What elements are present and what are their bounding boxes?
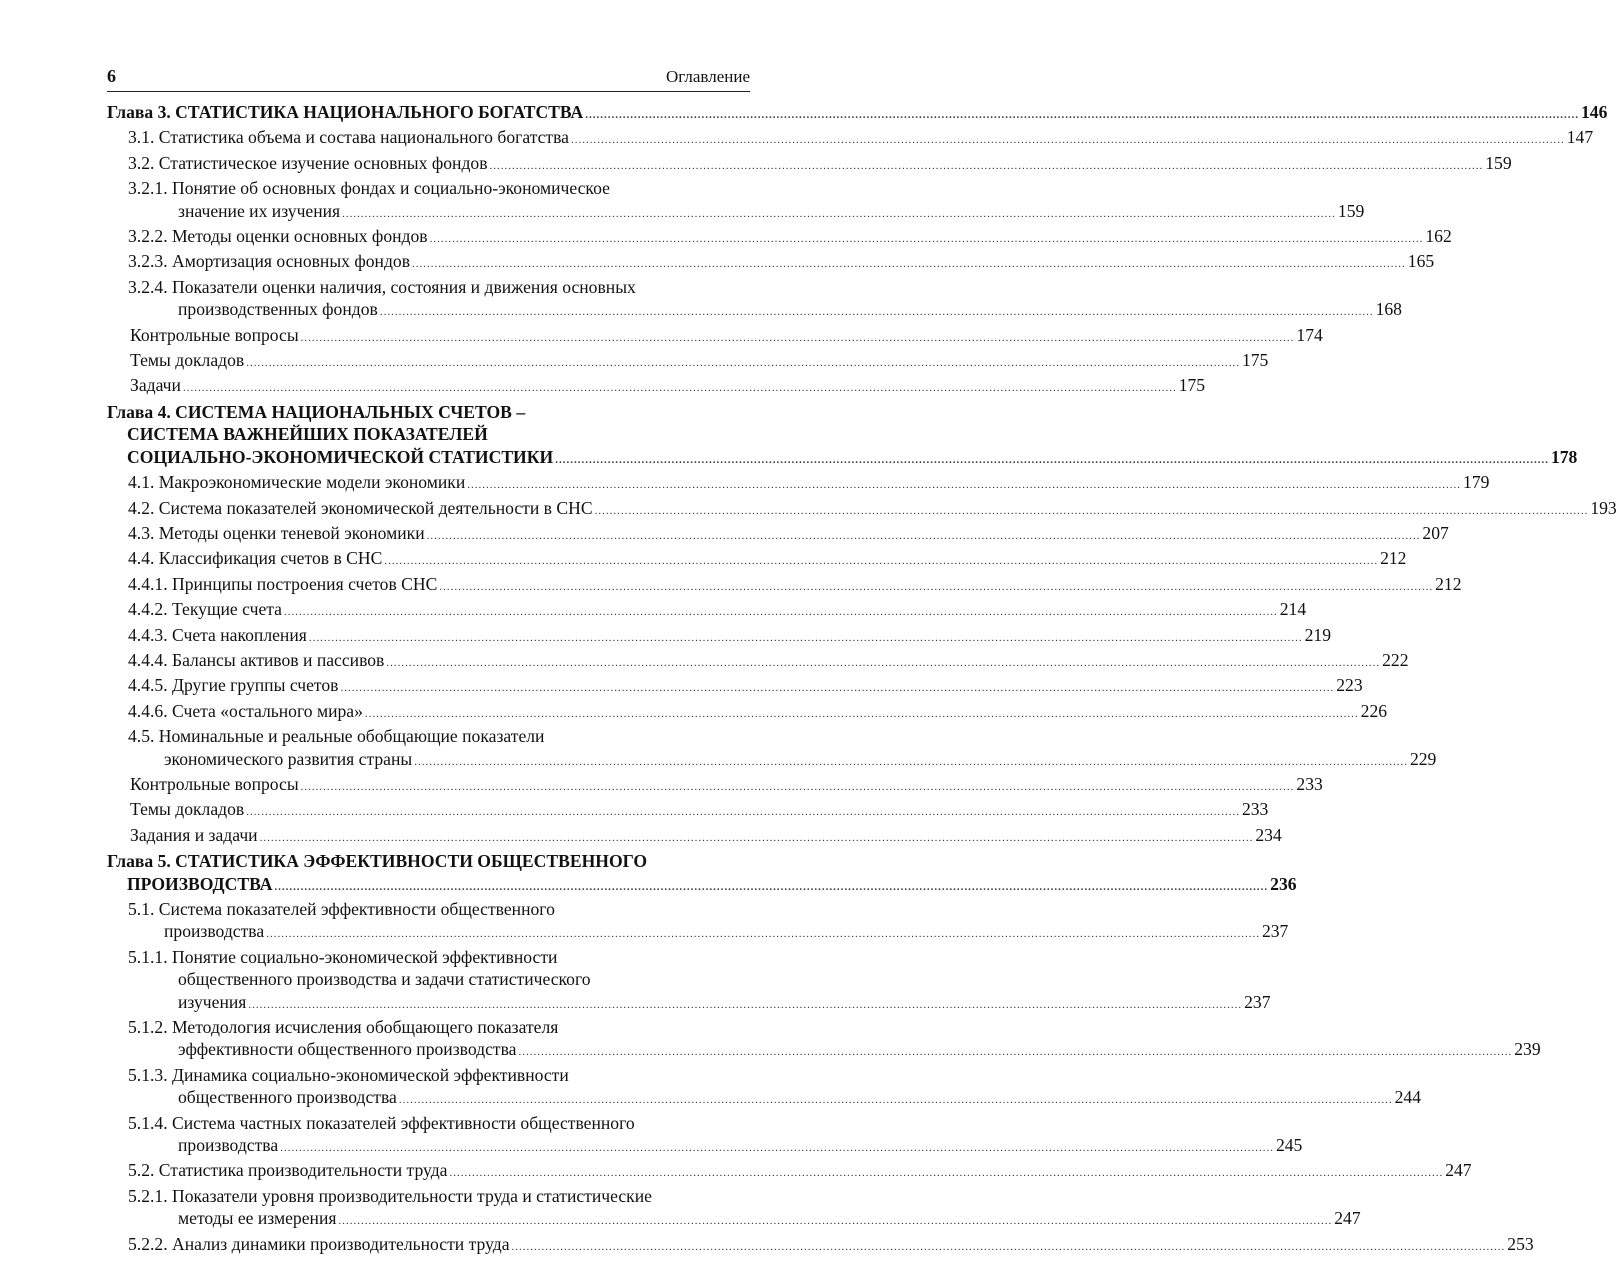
entry-title-line1: 5.1.3. Динамика социально-экономической эффективности (128, 1064, 569, 1085)
entry-title: 5.2.2. Анализ динамики производительности труда (128, 1233, 510, 1254)
entry-page: 223 (1336, 675, 1363, 696)
entry-page: 165 (1407, 251, 1435, 272)
entry-title: 4.3. Методы оценки теневой экономики (128, 522, 425, 543)
toc-chapter-3[interactable] (107, 101, 1608, 126)
running-title: Оглавление (666, 67, 750, 86)
toc-section-4-1[interactable] (107, 471, 1490, 496)
leader-dots (399, 1094, 1393, 1106)
entry-page: 212 (1380, 548, 1407, 569)
toc-ch3-tasks[interactable] (107, 374, 1206, 399)
entry-title: 4.4.2. Текущие счета (128, 599, 282, 620)
leader-dots (555, 454, 1549, 466)
entry-title-line2: значение их изучения (178, 200, 341, 221)
toc-section-4-3[interactable] (107, 522, 1449, 547)
entry-title: 4.4.5. Другие группы счетов (128, 675, 339, 696)
leader-dots (342, 208, 1336, 220)
leader-dots (266, 928, 1260, 940)
entry-title-line2: ПРОИЗВОДСТВА (127, 873, 273, 894)
leader-dots (248, 999, 1242, 1011)
entry-page: 159 (1337, 200, 1365, 221)
table-of-contents (107, 100, 1617, 1258)
entry-title-line3: СОЦИАЛЬНО-ЭКОНОМИЧЕСКОЙ СТАТИСТИКИ (127, 446, 554, 467)
leader-dots (246, 352, 1240, 374)
entry-title-line1: 5.1. Система показателей эффективности общественного (128, 899, 555, 919)
entry-title: Контрольные вопросы (130, 773, 299, 794)
entry-title: Задания и задачи (130, 824, 258, 845)
entry-title-line2: общественного производства и задачи статистического (178, 969, 591, 990)
toc-subsection-4-4-5[interactable] (107, 674, 1363, 699)
toc-chapter-4[interactable] (107, 401, 1578, 471)
entry-title: 3.2.2. Методы оценки основных фондов (128, 226, 428, 247)
leader-dots (512, 1236, 1506, 1258)
toc-subsection-5-2-2[interactable] (107, 1233, 1534, 1258)
entry-page: 236 (1270, 873, 1297, 894)
toc-section-3-1[interactable] (107, 126, 1594, 151)
toc-subsection-5-1-2[interactable] (107, 1016, 1541, 1064)
entry-title-line1: Глава 5. СТАТИСТИКА ЭФФЕКТИВНОСТИ ОБЩЕСТВЕННОГО (107, 851, 648, 872)
entry-page: 233 (1241, 799, 1269, 820)
entry-page: 253 (1507, 1233, 1534, 1254)
entry-page: 247 (1445, 1160, 1472, 1181)
entry-title-line1: 4.5. Номинальные и реальные обобщающие показатели (128, 726, 545, 747)
entry-title-line2: общественного производства (178, 1087, 397, 1108)
entry-page: 193 (1590, 497, 1617, 518)
entry-title-line2: производственных фондов (178, 299, 378, 320)
toc-section-4-4[interactable] (107, 547, 1407, 572)
leader-dots (571, 129, 1565, 151)
toc-subsection-5-1-1[interactable] (107, 946, 1271, 1016)
entry-page: 179 (1463, 472, 1490, 493)
toc-section-4-5[interactable] (107, 725, 1437, 773)
entry-title: 4.2. Система показателей экономической деятельности в СНС (128, 497, 593, 518)
entry-title: Глава 3. СТАТИСТИКА НАЦИОНАЛЬНОГО БОГАТСТВА (107, 102, 584, 122)
leader-dots (380, 306, 1374, 318)
leader-dots (301, 776, 1295, 798)
entry-page: 245 (1275, 1135, 1303, 1156)
entry-page: 229 (1409, 748, 1437, 769)
toc-subsection-5-2-1[interactable] (107, 1185, 1361, 1233)
leader-dots (260, 827, 1254, 849)
leader-dots (341, 677, 1335, 699)
entry-page: 237 (1261, 921, 1289, 942)
leader-dots (412, 253, 1406, 275)
toc-subsection-5-1-3[interactable] (107, 1064, 1421, 1112)
entry-page: 247 (1334, 1208, 1361, 1229)
page-number: 6 (107, 66, 116, 86)
toc-chapter-5[interactable] (107, 850, 1297, 898)
entry-title: 4.4.3. Счета накопления (128, 624, 307, 645)
leader-dots (467, 474, 1461, 496)
toc-subsection-4-4-1[interactable] (107, 573, 1462, 598)
entry-title-line1: Глава 4. СИСТЕМА НАЦИОНАЛЬНЫХ СЧЕТОВ – (107, 401, 526, 422)
entry-page: 147 (1566, 127, 1594, 148)
entry-title: Задачи (130, 375, 181, 396)
toc-ch3-report-topics[interactable] (107, 349, 1269, 374)
entry-title-line1: 5.1.2. Методология исчисления обобщающего показателя (128, 1017, 559, 1038)
toc-subsection-4-4-6[interactable] (107, 700, 1388, 725)
leader-dots (439, 576, 1433, 598)
entry-title: Темы докладов (130, 799, 245, 820)
toc-ch4-control-questions[interactable] (107, 773, 1323, 798)
entry-title-line3: изучения (178, 991, 247, 1012)
entry-title: 3.2. Статистическое изучение основных фондов (128, 152, 488, 173)
entry-page: 162 (1425, 226, 1452, 247)
entry-page: 178 (1550, 446, 1578, 467)
leader-dots (274, 881, 1268, 893)
toc-subsection-4-4-2[interactable] (107, 598, 1307, 623)
entry-page: 237 (1244, 991, 1271, 1012)
toc-subsection-3-2-2[interactable] (107, 225, 1452, 250)
leader-dots (384, 550, 1378, 572)
toc-section-5-2[interactable] (107, 1159, 1472, 1184)
entry-title: 4.4. Классификация счетов в СНС (128, 548, 383, 569)
toc-subsection-4-4-4[interactable] (107, 649, 1409, 674)
entry-title-line2: эффективности общественного производства (178, 1039, 517, 1060)
leader-dots (284, 601, 1278, 623)
entry-title: 5.2. Статистика производительности труда (128, 1160, 448, 1181)
leader-dots (490, 155, 1484, 177)
leader-dots (309, 627, 1303, 649)
entry-title-line1: 3.2.4. Показатели оценки наличия, состояния и движения основных (128, 276, 636, 297)
toc-ch3-control-questions[interactable] (107, 324, 1323, 349)
leader-dots (280, 1142, 1274, 1154)
entry-title: 4.1. Макроэкономические модели экономики (128, 472, 466, 493)
entry-title: Контрольные вопросы (130, 324, 299, 345)
toc-subsection-3-2-3[interactable] (107, 250, 1435, 275)
toc-subsection-4-4-3[interactable] (107, 624, 1331, 649)
entry-title-line2: СИСТЕМА ВАЖНЕЙШИХ ПОКАЗАТЕЛЕЙ (127, 424, 488, 445)
entry-page: 214 (1279, 599, 1307, 620)
toc-section-5-1[interactable] (107, 898, 1289, 946)
leader-dots (595, 500, 1589, 522)
entry-title: 4.4.1. Принципы построения счетов СНС (128, 573, 438, 594)
entry-title-line2: производства (178, 1135, 279, 1156)
leader-dots (338, 1215, 1332, 1227)
leader-dots (246, 801, 1240, 823)
entry-page: 175 (1241, 350, 1269, 371)
leader-dots (414, 756, 1408, 768)
entry-title-line1: 3.2.1. Понятие об основных фондах и социально-экономическое (128, 178, 610, 199)
toc-section-3-2[interactable] (107, 152, 1512, 177)
leader-dots (386, 652, 1380, 674)
entry-page: 226 (1360, 700, 1388, 721)
leader-dots (183, 377, 1177, 399)
leader-dots (365, 703, 1359, 725)
leader-dots (427, 525, 1421, 547)
entry-page: 222 (1382, 649, 1409, 670)
leader-dots (585, 104, 1579, 126)
entry-title: Темы докладов (130, 350, 245, 371)
entry-title-line1: 5.1.1. Понятие социально-экономической эффективности (128, 946, 558, 967)
leader-dots (301, 327, 1295, 349)
leader-dots (430, 228, 1424, 250)
entry-title: 4.4.4. Балансы активов и пассивов (128, 649, 385, 670)
entry-page: 207 (1422, 522, 1449, 543)
toc-section-4-2[interactable] (107, 497, 1617, 522)
entry-page: 239 (1514, 1039, 1541, 1060)
entry-page: 244 (1394, 1087, 1421, 1108)
entry-title-line1: 5.2.1. Показатели уровня производительности труда и статистические (128, 1185, 652, 1206)
entry-page: 174 (1296, 324, 1323, 345)
entry-page: 212 (1435, 573, 1462, 594)
entry-page: 233 (1296, 773, 1323, 794)
entry-page: 168 (1375, 299, 1402, 320)
entry-title-line1: 5.1.4. Система частных показателей эффективности общественного (128, 1112, 635, 1133)
toc-ch4-tasks[interactable] (107, 824, 1282, 849)
entry-title-line2: экономического развития страны (164, 748, 413, 769)
toc-subsection-3-2-1[interactable] (107, 177, 1365, 225)
toc-ch4-report-topics[interactable] (107, 798, 1269, 823)
entry-title-line2: производства (164, 921, 265, 942)
entry-title: 3.2.3. Амортизация основных фондов (128, 251, 411, 272)
leader-dots (518, 1046, 1512, 1058)
entry-page: 146 (1580, 102, 1608, 122)
entry-page: 175 (1178, 375, 1206, 396)
entry-page: 234 (1255, 824, 1282, 845)
entry-page: 159 (1485, 152, 1512, 173)
entry-title-line2: методы ее измерения (178, 1208, 337, 1229)
entry-title: 4.4.6. Счета «остального мира» (128, 700, 363, 721)
toc-subsection-5-1-4[interactable] (107, 1112, 1303, 1160)
page-header (107, 62, 750, 92)
entry-page: 219 (1304, 624, 1331, 645)
entry-title: 3.1. Статистика объема и состава национального богатства (128, 127, 569, 148)
toc-subsection-3-2-4[interactable] (107, 276, 1402, 324)
leader-dots (449, 1162, 1443, 1184)
